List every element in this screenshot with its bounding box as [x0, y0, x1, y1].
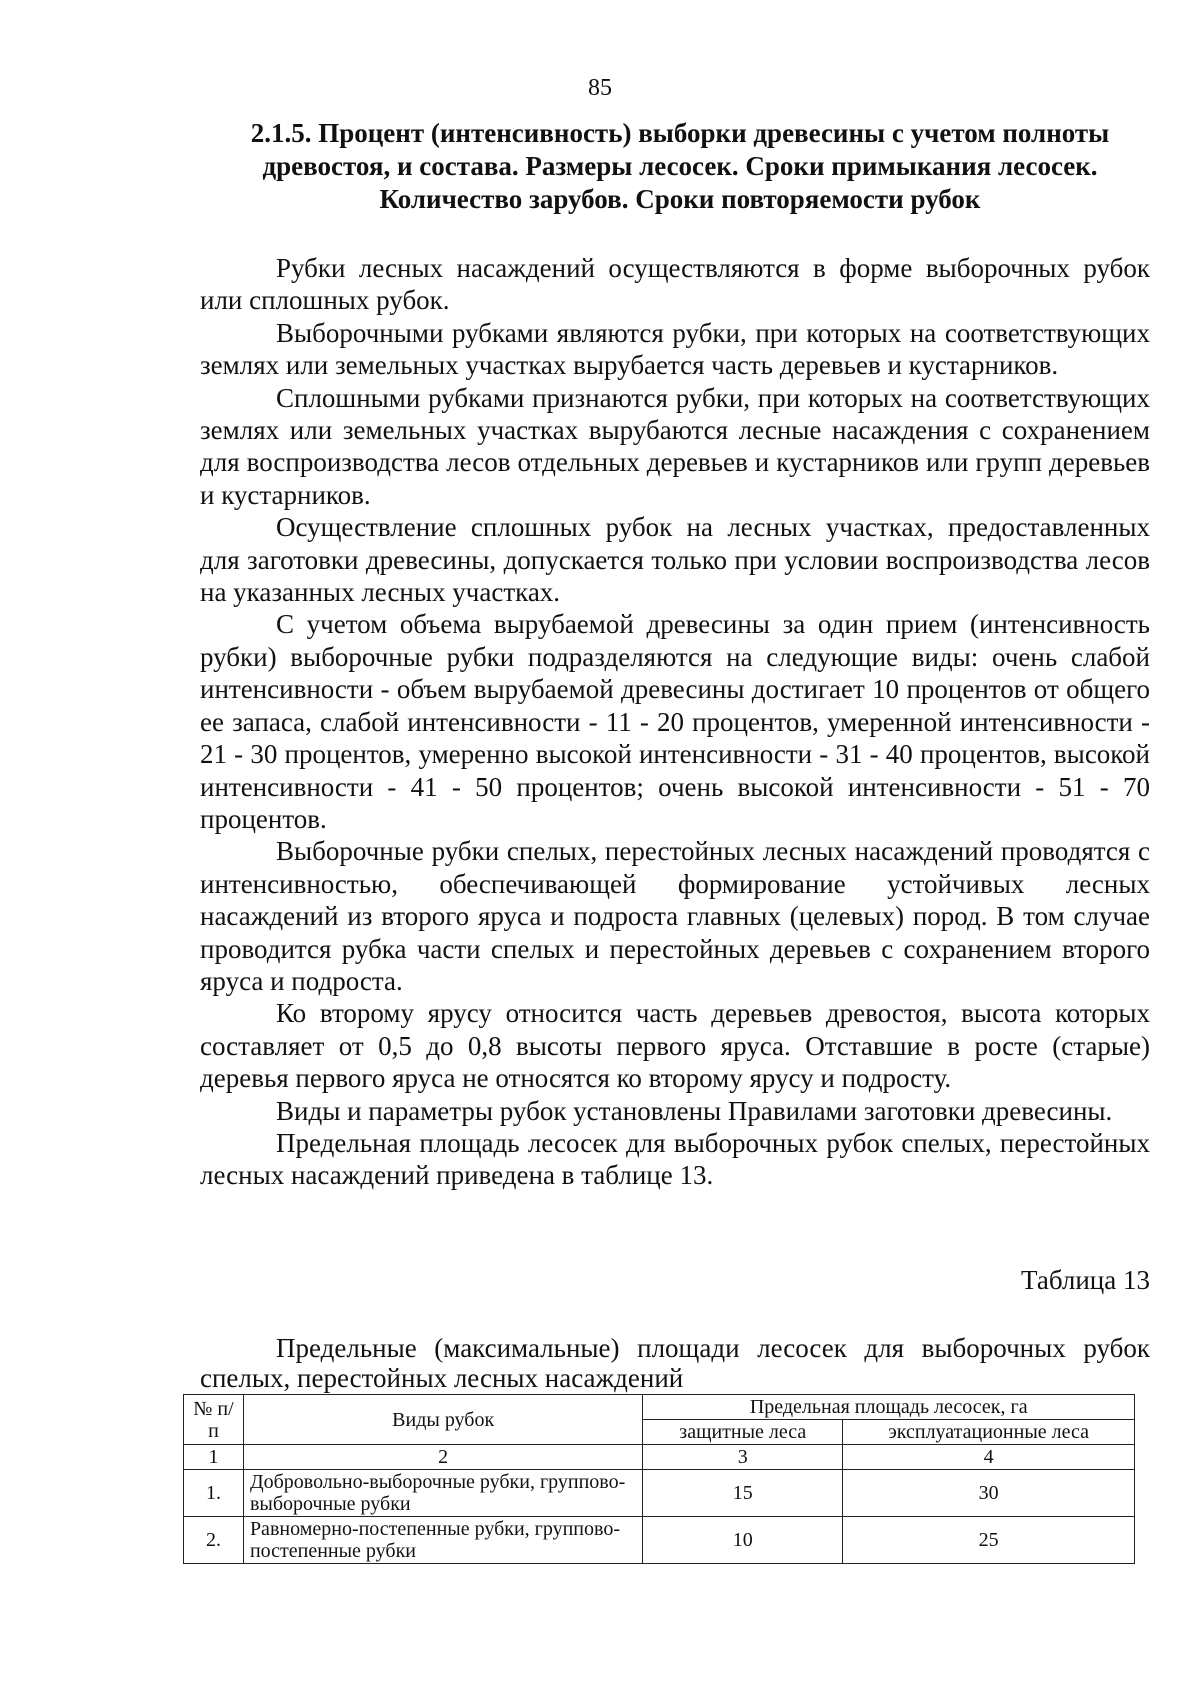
section-heading: 2.1.5. Процент (интенсивность) выборки древесины с учетом полноты древостоя, и состава. Размеры лесосек. Сроки примыкания лесосек. Количество зарубов. Сроки повторяемости рубок [250, 118, 1110, 214]
table-column-numbers-row [184, 1445, 1135, 1470]
body-text [200, 252, 1150, 1192]
header-exploitation-forests: эксплуатационные леса [843, 1420, 1135, 1445]
column-number: 2 [243, 1445, 642, 1470]
row-number: 2. [184, 1517, 244, 1564]
paragraph: Выборочными рубками являются рубки, при которых на соответствующих землях или земельных участках вырубается часть деревьев и кустарников. [200, 317, 1150, 381]
header-max-area: Предельная площадь лесосек, га [643, 1395, 1135, 1420]
column-number: 3 [643, 1445, 843, 1470]
paragraph: Виды и параметры рубок установлены Правилами заготовки древесины. [276, 1095, 1113, 1126]
row-cutting-type: Добровольно-выборочные рубки, группово-выборочные рубки [243, 1470, 642, 1517]
paragraph: С учетом объема вырубаемой древесины за один прием (интенсивность рубки) выборочные рубки подразделяются на следующие виды: очень слабой интенсивности - объем вырубаемой древесины достигает 10 процентов от общего ее запаса, слабой интенсивности - 11 - 20 процентов, умеренной интенсивности - 21 - 30 процентов, умеренно высокой интенсивности - 31 - 40 процентов, высокой интенсивности - 41 - 50 процентов; очень высокой интенсивности - 51 - 70 процентов. [200, 609, 1150, 834]
paragraph: Предельная площадь лесосек для выборочных рубок спелых, перестойных лесных насаждений приведена в таблице 13. [200, 1127, 1150, 1191]
header-cutting-type: Виды рубок [243, 1395, 642, 1445]
row-exploitation-value: 30 [843, 1470, 1135, 1517]
header-number: № п/п [184, 1395, 244, 1445]
paragraph: Ко второму ярусу относится часть деревьев древостоя, высота которых составляет от 0,5 до 0,8 высоты первого яруса. Отставшие в росте (старые) деревья первого яруса не относятся ко второму ярусу и подросту. [200, 998, 1150, 1094]
table-header-row [184, 1395, 1135, 1420]
header-protective-forests: защитные леса [643, 1420, 843, 1445]
column-number: 1 [184, 1445, 244, 1470]
table-label: Таблица 13 [1021, 1265, 1150, 1295]
row-exploitation-value: 25 [843, 1517, 1135, 1564]
paragraph: Рубки лесных насаждений осуществляются в форме выборочных рубок или сплошных рубок. [200, 253, 1150, 316]
paragraph: Сплошными рубками признаются рубки, при которых на соответствующих землях или земельных участках вырубаются лесные насаждения с сохранением для воспроизводства лесов отдельных деревьев и кустарников или групп деревьев и кустарников. [200, 382, 1150, 510]
row-number: 1. [184, 1470, 244, 1517]
table-caption: Предельные (максимальные) площади лесосек для выборочных рубок спелых, перестойных лесных насаждений [200, 1333, 1150, 1393]
column-number: 4 [843, 1445, 1135, 1470]
row-cutting-type: Равномерно-постепенные рубки, группово-постепенные рубки [243, 1517, 642, 1564]
row-protective-value: 15 [643, 1470, 843, 1517]
row-protective-value: 10 [643, 1517, 843, 1564]
table-row [184, 1517, 1135, 1564]
cutting-area-table [183, 1394, 1135, 1564]
paragraph: Осуществление сплошных рубок на лесных участках, предоставленных для заготовки древесины, допускается только при условии воспроизводства лесов на указанных лесных участках. [200, 512, 1150, 608]
paragraph: Выборочные рубки спелых, перестойных лесных насаждений проводятся с интенсивностью, обеспечивающей формирование устойчивых лесных насаждений из второго яруса и подроста главных (целевых) пород. В том случае проводится рубка части спелых и перестойных деревьев с сохранением второго яруса и подроста. [200, 836, 1150, 996]
table-row [184, 1470, 1135, 1517]
page-number: 85 [588, 75, 612, 101]
